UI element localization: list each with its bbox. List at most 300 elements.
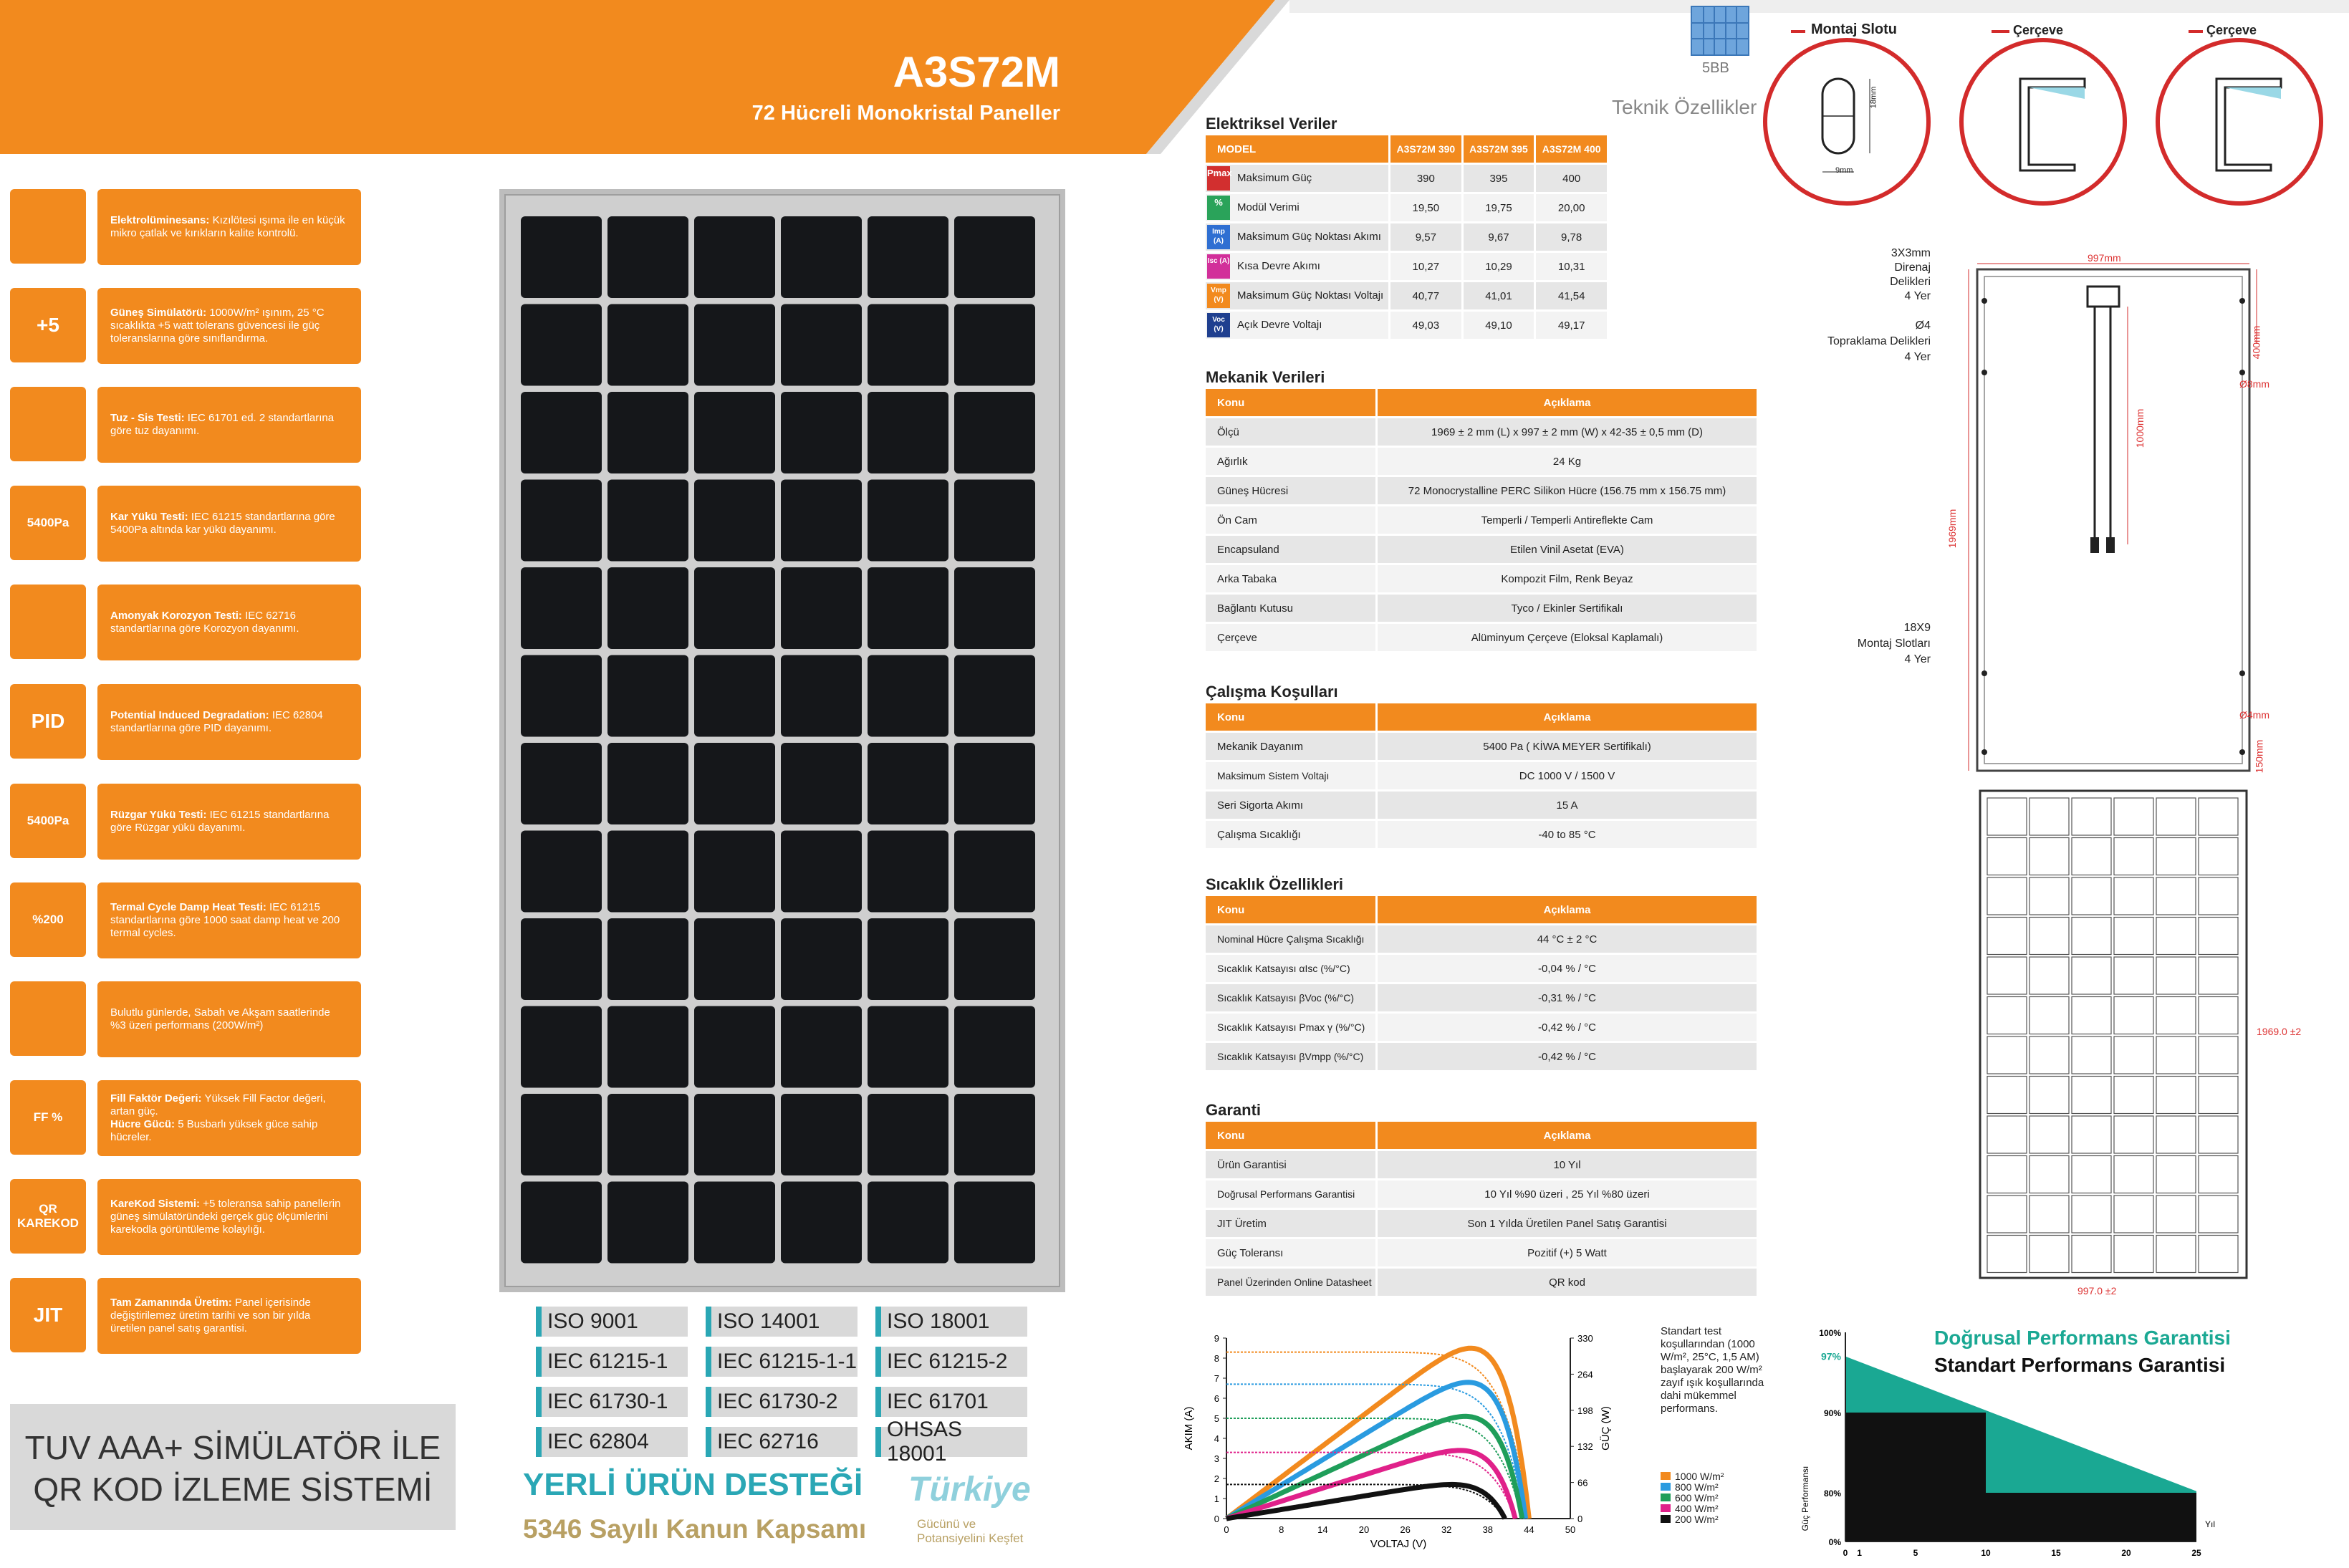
feature-desc: Panel içerisinde değiştirilemez üretim tarihi ve son bir yılda üretilen panel satış garantisi.: [110, 1297, 311, 1334]
solar-cell: [781, 655, 862, 737]
x-tick-label: 14: [1317, 1524, 1328, 1535]
el-label: Kısa Devre Akımı: [1237, 259, 1320, 272]
feature-title: KareKod Sistemi:: [110, 1198, 201, 1210]
row-value: Pozitif (+) 5 Watt: [1378, 1239, 1759, 1266]
row-label: Sıcaklık Katsayısı αIsc (%/°C): [1206, 955, 1378, 982]
row-label: Encapsuland: [1206, 536, 1378, 563]
y-tick-label: 90%: [1823, 1408, 1841, 1418]
frame-title-1: Çerçeve: [2013, 23, 2064, 37]
solar-cell: [954, 392, 1035, 473]
solar-cell: [694, 918, 775, 1000]
solar-cell: [954, 304, 1035, 386]
mechanical-title: Mekanik Verileri: [1206, 368, 1325, 386]
row-label: Seri Sigorta Akımı: [1206, 792, 1378, 819]
el-value: 10,27: [1390, 253, 1464, 280]
el-row: [1206, 165, 1609, 192]
param-badge: Imp (A): [1207, 225, 1230, 249]
feature-icon-10: QR KAREKOD: [10, 1179, 86, 1254]
table-row: [1206, 955, 1759, 982]
solar-cell: [607, 392, 688, 473]
row-value: -0,42 % / °C: [1378, 1014, 1759, 1041]
solar-cell: [521, 480, 602, 562]
row-label: Güç Toleransı: [1206, 1239, 1378, 1266]
el-label: Açık Devre Voltajı: [1237, 318, 1322, 331]
feature-text-1: [97, 288, 361, 364]
feature-title: Elektrolüminesans:: [110, 214, 210, 226]
row-value: 10 Yıl: [1378, 1151, 1759, 1178]
turkiye-logo: Türkiye: [908, 1471, 1031, 1509]
row-value: Son 1 Yılda Üretilen Panel Satış Garantisi: [1378, 1210, 1759, 1237]
row-value: 44 °C ± 2 °C: [1378, 925, 1759, 953]
solar-cell: [954, 918, 1035, 1000]
solar-cell: [781, 567, 862, 649]
y-tick-label: 0%: [1828, 1537, 1841, 1547]
el-row: [1206, 282, 1609, 309]
feature-icon-6: 5400Pa: [10, 784, 86, 858]
row-label: Nominal Hücre Çalışma Sıcaklığı: [1206, 925, 1378, 953]
solar-cell: [607, 1182, 688, 1264]
el-value: 49,03: [1390, 312, 1464, 339]
solar-cell: [607, 216, 688, 298]
x-axis-label: Yıl: [2205, 1519, 2216, 1529]
solar-cell: [954, 1006, 1035, 1088]
y-tick-label: 4: [1214, 1433, 1219, 1444]
solar-cell: [954, 567, 1035, 649]
solar-cell: [607, 1094, 688, 1175]
solar-cell: [868, 480, 948, 562]
legend-item: [1661, 1471, 1724, 1482]
row-value: Tyco / Ekinler Sertifikalı: [1378, 595, 1759, 622]
solar-cell: [781, 743, 862, 824]
el-label-cell: [1206, 223, 1390, 251]
solar-cell: [868, 1182, 948, 1264]
row-value: 1969 ± 2 mm (L) x 997 ± 2 mm (W) x 42-35 ± 0,5 mm (D): [1378, 418, 1759, 446]
solar-cell: [954, 1182, 1035, 1264]
row-label: Ürün Garantisi: [1206, 1151, 1378, 1178]
dim-997: 997mm: [2088, 252, 2121, 264]
el-label: Modül Verimi: [1237, 201, 1300, 213]
solar-cell: [781, 918, 862, 1000]
el-label: Maksimum Güç Noktası Akımı: [1237, 230, 1381, 243]
feature-text-0: [97, 189, 361, 265]
legend-swatch: [1661, 1515, 1671, 1523]
x-tick-label: 0: [1224, 1524, 1229, 1535]
feature-icon-3: 5400Pa: [10, 486, 86, 560]
feature-text-3: [97, 486, 361, 562]
y2-tick-label: 66: [1577, 1477, 1588, 1488]
solar-cell: [694, 1182, 775, 1264]
temperature-table: [1206, 894, 1759, 1072]
direnaj-label: [1863, 246, 1931, 304]
x-tick-label: 25: [2191, 1548, 2201, 1558]
operating-table: [1206, 701, 1759, 850]
col-header-aciklama: Açıklama: [1378, 703, 1759, 731]
legend-label: 200 W/m²: [1675, 1514, 1719, 1525]
iv-chart: [1175, 1318, 1633, 1562]
el-value: 10,29: [1464, 253, 1537, 280]
solar-cell: [607, 918, 688, 1000]
el-label-cell: [1206, 194, 1390, 221]
param-badge: Isc (A): [1207, 254, 1230, 279]
solar-cell: [868, 918, 948, 1000]
y-tick-label: 5: [1214, 1413, 1219, 1424]
dim-150: 150mm: [2253, 739, 2265, 774]
solar-cell: [694, 567, 775, 649]
feature-text-2: [97, 387, 361, 463]
iv-note: Standart test koşullarından (1000 W/m², 25°C, 1,5 AM) başlayarak 200 W/m² zayıf ışık koşullarında dahi mükemmel performans.: [1661, 1325, 1764, 1415]
y-tick-label: 8: [1214, 1353, 1219, 1364]
solar-cell: [868, 392, 948, 473]
solar-cell: [781, 480, 862, 562]
solar-cell: [868, 1094, 948, 1175]
row-label: Ağırlık: [1206, 448, 1378, 475]
feature-desc: IEC 61215 standartlarına göre 1000 saat damp heat ve 200 termal cycles.: [110, 901, 340, 939]
highlight-97: 97%: [1820, 1350, 1841, 1362]
legend-label: 400 W/m²: [1675, 1503, 1719, 1514]
col-header-konu: Konu: [1206, 896, 1378, 923]
yerli-law: 5346 Sayılı Kanun Kapsamı: [523, 1514, 867, 1544]
electrical-title: Elektriksel Veriler: [1206, 115, 1337, 133]
solar-cell: [521, 216, 602, 298]
feature-text-9: [97, 1080, 361, 1156]
feature-text-4: [97, 585, 361, 660]
feature-desc: Kızılötesi ışıma ile en küçük mikro çatlak ve kırıkların kalite kontrolü.: [110, 214, 345, 239]
el-value: 395: [1464, 165, 1537, 192]
col-header-aciklama: Açıklama: [1378, 896, 1759, 923]
solar-cell: [607, 480, 688, 562]
el-value: 19,50: [1390, 194, 1464, 221]
row-value: -0,31 % / °C: [1378, 984, 1759, 1011]
y-tick-label: 2: [1214, 1473, 1219, 1484]
x-tick-label: 10: [1981, 1548, 1991, 1558]
x-tick-label: 32: [1441, 1524, 1452, 1535]
topraklama-3: 4 Yer: [1904, 351, 1931, 363]
dim-d4: Ø4mm: [2239, 709, 2269, 721]
frame-title-2: Çerçeve: [2206, 23, 2257, 37]
feature-desc: Bulutlu günlerde, Sabah ve Akşam saatlerinde %3 üzeri performans (200W/m²): [110, 1006, 330, 1031]
y-tick-label: 6: [1214, 1393, 1219, 1404]
row-value: Temperli / Temperli Antireflekte Cam: [1378, 506, 1759, 534]
table-row: [1206, 595, 1759, 622]
y2-tick-label: 132: [1577, 1441, 1593, 1453]
el-row: [1206, 223, 1609, 251]
feature-desc: IEC 61215 standartlarına göre Rüzgar yükü dayanımı.: [110, 809, 330, 834]
feature-icon-9: FF %: [10, 1080, 86, 1155]
cert-badge: ISO 18001: [875, 1307, 1027, 1337]
solar-cell: [694, 1006, 775, 1088]
solar-cell: [521, 918, 602, 1000]
y-tick-label: 80%: [1823, 1488, 1841, 1499]
solar-cell: [781, 831, 862, 913]
feature-title: Fill Faktör Değeri:: [110, 1092, 202, 1105]
solar-cell: [521, 304, 602, 386]
table-row: [1206, 565, 1759, 592]
solar-cell: [694, 480, 775, 562]
row-value: 5400 Pa ( KİWA MEYER Sertifikalı): [1378, 733, 1759, 760]
table-row: [1206, 792, 1759, 819]
x-tick-label: 0: [1843, 1548, 1848, 1558]
model-subtitle: 72 Hücreli Monokristal Paneller: [751, 102, 1060, 125]
back-height-dim: 1969.0 ±2: [2257, 1026, 2302, 1037]
solar-cell: [868, 655, 948, 737]
feature-text-7: [97, 882, 361, 958]
cert-badge: ISO 9001: [536, 1307, 688, 1337]
legend-swatch: [1661, 1504, 1671, 1512]
col-header-konu: Konu: [1206, 1122, 1378, 1149]
feature-icon-5: PID: [10, 684, 86, 759]
el-value: 41,54: [1536, 282, 1609, 309]
dim-1000: 1000mm: [2134, 408, 2146, 448]
solar-cell: [521, 1094, 602, 1175]
operating-title: Çalışma Koşulları: [1206, 683, 1338, 701]
x-axis-label: VOLTAJ (V): [1370, 1538, 1427, 1550]
solar-cell: [954, 216, 1035, 298]
solar-cell: [694, 304, 775, 386]
solar-cell: [781, 304, 862, 386]
warranty-title: Garanti: [1206, 1101, 1262, 1119]
feature-title: Tuz - Sis Testi:: [110, 412, 185, 424]
teknik-label: Teknik Özellikler: [1612, 96, 1757, 118]
cert-badge: IEC 61215-1-1: [706, 1347, 858, 1377]
col-header-konu: Konu: [1206, 389, 1378, 416]
legend-swatch: [1661, 1472, 1671, 1480]
slot-title: Montaj Slotu: [1811, 21, 1897, 37]
x-tick-label: 26: [1400, 1524, 1411, 1535]
topraklama-1: Ø4: [1915, 319, 1931, 332]
y2-tick-label: 330: [1577, 1333, 1593, 1344]
feature-title: Rüzgar Yükü Testi:: [110, 809, 207, 821]
row-value: Kompozit Film, Renk Beyaz: [1378, 565, 1759, 592]
solar-cell: [521, 655, 602, 737]
param-badge: %: [1207, 196, 1230, 220]
solar-cell: [781, 392, 862, 473]
el-value: 10,31: [1536, 253, 1609, 280]
solar-cell: [954, 1094, 1035, 1175]
slot-width-dim: 9mm: [1835, 166, 1853, 175]
el-header-390: A3S72M 390: [1390, 135, 1464, 163]
feature-icon-0: [10, 189, 86, 264]
solar-cell: [781, 1094, 862, 1175]
row-label: Çalışma Sıcaklığı: [1206, 821, 1378, 848]
montaj-1: 18X9: [1903, 622, 1931, 634]
table-row: [1206, 418, 1759, 446]
solar-cell: [868, 567, 948, 649]
el-header-395: A3S72M 395: [1464, 135, 1537, 163]
feature-text-8: [97, 981, 361, 1057]
warranty-title-linear: Doğrusal Performans Garantisi: [1934, 1327, 2231, 1349]
el-value: 400: [1536, 165, 1609, 192]
col-header-aciklama: Açıklama: [1378, 389, 1759, 416]
solar-cell: [521, 1182, 602, 1264]
x-tick-label: 44: [1524, 1524, 1534, 1535]
el-label-cell: [1206, 253, 1390, 280]
y-tick-label: 0: [1214, 1514, 1219, 1524]
row-label: JIT Üretim: [1206, 1210, 1378, 1237]
model-title: A3S72M: [893, 48, 1060, 96]
feature-title: Kar Yükü Testi:: [110, 511, 188, 523]
legend-item: [1661, 1504, 1724, 1514]
solar-cell: [954, 655, 1035, 737]
warranty-table: [1206, 1120, 1759, 1298]
feature-title: Tam Zamanında Üretim:: [110, 1297, 232, 1309]
back-width-dim: 997.0 ±2: [2077, 1285, 2117, 1297]
solar-cell: [781, 1182, 862, 1264]
tuv-line2: QR KOD İZLEME SİSTEMİ: [33, 1471, 433, 1508]
legend-label: 600 W/m²: [1675, 1492, 1719, 1504]
row-value: -0,42 % / °C: [1378, 1043, 1759, 1070]
solar-cell: [521, 1006, 602, 1088]
montaj-3: 4 Yer: [1904, 653, 1931, 665]
solar-cell: [521, 831, 602, 913]
direnaj-1: 3X3mm: [1891, 247, 1931, 259]
feature-text-10: [97, 1179, 361, 1255]
table-row: [1206, 1014, 1759, 1041]
feature-title: Termal Cycle Damp Heat Testi:: [110, 901, 266, 913]
table-row: [1206, 1043, 1759, 1070]
col-header-konu: Konu: [1206, 703, 1378, 731]
row-label: Arka Tabaka: [1206, 565, 1378, 592]
y-tick-label: 1: [1214, 1494, 1219, 1504]
el-header-model: MODEL: [1206, 135, 1390, 163]
legend-item: [1661, 1493, 1724, 1504]
y2-tick-label: 198: [1577, 1405, 1593, 1416]
table-row: [1206, 821, 1759, 848]
panel-front-drawing: [1963, 258, 2264, 788]
table-row: [1206, 536, 1759, 563]
feature-desc: Yüksek Fill Factor değeri, artan güç.: [110, 1092, 326, 1117]
el-row: [1206, 253, 1609, 280]
el-label-cell: [1206, 312, 1390, 339]
y-tick-label: 3: [1214, 1453, 1219, 1464]
cert-badge: IEC 61730-1: [536, 1387, 688, 1417]
el-label: Maksimum Güç Noktası Voltajı: [1237, 289, 1384, 302]
cert-badge: IEC 62716: [706, 1427, 858, 1457]
row-value: -40 to 85 °C: [1378, 821, 1759, 848]
solar-cell: [694, 831, 775, 913]
el-header-400: A3S72M 400: [1536, 135, 1609, 163]
row-label: Panel Üzerinden Online Datasheet: [1206, 1269, 1378, 1296]
montaj-label: [1820, 620, 1931, 668]
legend-item: [1661, 1482, 1724, 1493]
feature-desc: IEC 62804 standartlarına göre PID dayanımı.: [110, 709, 323, 734]
direnaj-2: Direnaj Delikleri: [1890, 261, 1931, 288]
el-value: 40,77: [1390, 282, 1464, 309]
x-tick-label: 8: [1279, 1524, 1284, 1535]
topraklama-label: [1805, 318, 1931, 365]
feature-desc: IEC 62716 standartlarına göre Korozyon dayanımı.: [110, 610, 299, 635]
table-row: [1206, 762, 1759, 789]
slot-height-dim: 18mm: [1869, 86, 1878, 109]
solar-cell: [694, 216, 775, 298]
cert-badge: IEC 61215-2: [875, 1347, 1027, 1377]
feature-text-11: [97, 1278, 361, 1354]
x-tick-label: 15: [2051, 1548, 2061, 1558]
tuv-line1: TUV AAA+ SİMÜLATÖR İLE: [24, 1429, 441, 1466]
solar-cell: [781, 1006, 862, 1088]
solar-cell: [954, 831, 1035, 913]
row-value: -0,04 % / °C: [1378, 955, 1759, 982]
el-value: 9,57: [1390, 223, 1464, 251]
row-label: Sıcaklık Katsayısı βVmpp (%/°C): [1206, 1043, 1378, 1070]
y-axis-label: AKIM (A): [1183, 1406, 1195, 1451]
y2-tick-label: 0: [1577, 1514, 1583, 1524]
param-badge: Voc (V): [1207, 313, 1230, 337]
row-label: Güneş Hücresi: [1206, 477, 1378, 504]
dim-400: 400mm: [2250, 325, 2262, 360]
iv-legend: [1661, 1471, 1724, 1525]
row-label: Sıcaklık Katsayısı Pmax γ (%/°C): [1206, 1014, 1378, 1041]
el-row: [1206, 312, 1609, 339]
cert-badge: OHSAS 18001: [875, 1427, 1027, 1457]
row-value: 72 Monocrystalline PERC Silikon Hücre (156.75 mm x 156.75 mm): [1378, 477, 1759, 504]
row-label: Doğrusal Performans Garantisi: [1206, 1180, 1378, 1208]
topraklama-2: Topraklama Delikleri: [1827, 335, 1931, 347]
solar-cell: [868, 1006, 948, 1088]
el-value: 20,00: [1536, 194, 1609, 221]
el-label-cell: [1206, 282, 1390, 309]
feature-desc: IEC 61215 standartlarına göre 5400Pa altında kar yükü dayanımı.: [110, 511, 335, 536]
table-row: [1206, 1269, 1759, 1296]
solar-cell: [954, 480, 1035, 562]
legend-swatch: [1661, 1483, 1671, 1491]
y-tick-label: 7: [1214, 1373, 1219, 1384]
y-tick-label: 9: [1214, 1333, 1219, 1344]
feature-icon-4: [10, 585, 86, 659]
header-band: [0, 0, 1289, 158]
row-label: Ön Cam: [1206, 506, 1378, 534]
el-label-cell: [1206, 165, 1390, 192]
solar-cell: [521, 567, 602, 649]
el-value: 49,10: [1464, 312, 1537, 339]
solar-cell: [868, 216, 948, 298]
legend-item: [1661, 1514, 1724, 1525]
row-label: Maksimum Sistem Voltajı: [1206, 762, 1378, 789]
el-value: 390: [1390, 165, 1464, 192]
feature-icon-8: [10, 981, 86, 1056]
row-value: Alüminyum Çerçeve (Eloksal Kaplamalı): [1378, 624, 1759, 651]
col-header-aciklama: Açıklama: [1378, 1122, 1759, 1149]
y2-axis-label: GÜÇ (W): [1600, 1406, 1612, 1451]
solar-cell: [954, 743, 1035, 824]
row-value: DC 1000 V / 1500 V: [1378, 762, 1759, 789]
legend-swatch: [1661, 1494, 1671, 1501]
row-value: 24 Kg: [1378, 448, 1759, 475]
electrical-table: [1206, 133, 1609, 341]
solar-cell: [694, 392, 775, 473]
x-tick-label: 5: [1913, 1548, 1918, 1558]
solar-cell: [868, 831, 948, 913]
solar-cell: [781, 216, 862, 298]
row-value: 10 Yıl %90 üzeri , 25 Yıl %80 üzeri: [1378, 1180, 1759, 1208]
legend-label: 1000 W/m²: [1675, 1471, 1724, 1482]
cert-badge: ISO 14001: [706, 1307, 858, 1337]
el-value: 49,17: [1536, 312, 1609, 339]
table-row: [1206, 925, 1759, 953]
temperature-title: Sıcaklık Özellikleri: [1206, 875, 1344, 893]
feature-text-5: [97, 684, 361, 760]
solar-cell: [694, 655, 775, 737]
cert-badge: IEC 61701: [875, 1387, 1027, 1417]
dim-1969: 1969mm: [1946, 509, 1959, 549]
x-tick-label: 38: [1482, 1524, 1494, 1535]
cert-badge: IEC 61215-1: [536, 1347, 688, 1377]
feature-desc: 1000W/m² ışınım, 25 °C sıcaklıkta +5 watt tolerans güvencesi ile güç toleranslarına göre sınıflandırma.: [110, 307, 325, 345]
solar-cell: [694, 743, 775, 824]
panel-back-drawing: [1977, 788, 2249, 1282]
x-tick-label: 20: [2121, 1548, 2131, 1558]
row-value: QR kod: [1378, 1269, 1759, 1296]
row-value: 15 A: [1378, 792, 1759, 819]
